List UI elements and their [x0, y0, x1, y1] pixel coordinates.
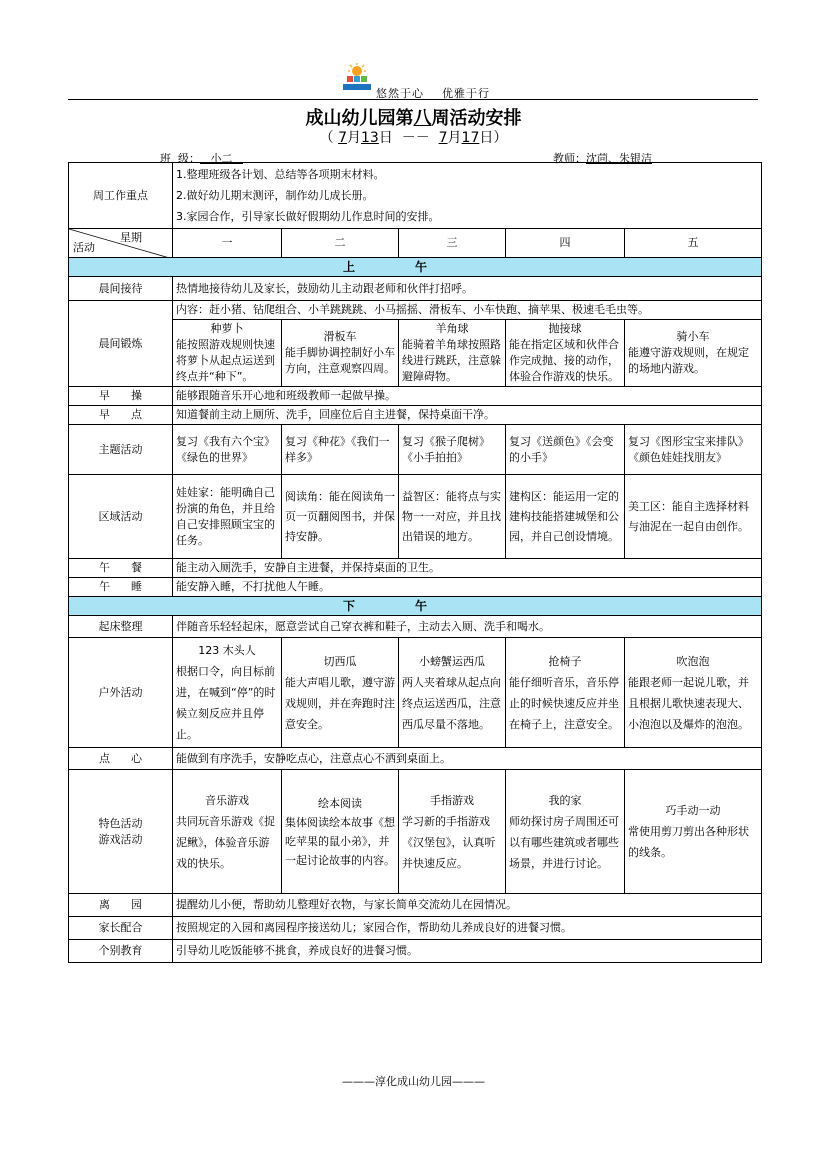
date-range: （ 7月13日 －－ 7月17日） [319, 130, 508, 146]
area-day: 阅读角：能在阅读角一页一页翻阅图书，并保持安静。 [282, 475, 399, 559]
outdoor-day: 小螃蟹运西瓜 两人夹着球从起点向终点运送西瓜，注意西瓜尽量不落地。 [399, 638, 506, 748]
teacher-info: 教师：沈茴、朱银洁 [553, 152, 652, 165]
snack-label: 点 心 [69, 748, 173, 770]
morning-exercise-row [69, 387, 762, 406]
individual-text: 引导幼儿吃饭能够不挑食，养成良好的进餐习惯。 [173, 940, 762, 963]
theme-day: 复习《种花》《我们一样多》 [282, 425, 399, 475]
special-day: 我的家 师幼探讨房子周围还可以有哪些建筑或者哪些场景，并进行讨论。 [506, 770, 625, 894]
morning-exercise-label: 早 操 [69, 387, 173, 406]
weekday-tue: 二 [282, 229, 399, 258]
exercise-days-row [69, 320, 762, 387]
breakfast-label: 早 点 [69, 406, 173, 425]
page-header [68, 62, 758, 102]
exercise-content-row [69, 301, 762, 320]
theme-day: 复习《猴子爬树》《小手拍拍》 [399, 425, 506, 475]
nap-label: 午 睡 [69, 578, 173, 597]
leave-text: 提醒幼儿小便，帮助幼儿整理好衣物，与家长简单交流幼儿在园情况。 [173, 894, 762, 917]
exercise-day: 骑小车 能遵守游戏规则，在规定的场地内游戏。 [625, 320, 762, 387]
weekday-corner-cell: 星期 活动 [69, 229, 173, 258]
page-footer: ———淳化成山幼儿园——— [342, 1075, 485, 1088]
afternoon-section-label: 下午 [69, 597, 762, 616]
nap-text: 能安静入睡，不打扰他人午睡。 [173, 578, 762, 597]
parents-text: 按照规定的入园和离园程序接送幼儿；家园合作，帮助幼儿养成良好的进餐习惯。 [173, 917, 762, 940]
special-day: 手指游戏 学习新的手指游戏《汉堡包》，认真听并快速反应。 [399, 770, 506, 894]
outdoor-day: 吹泡泡 能跟老师一起说儿歌，并且根据儿歌快速表现大、小泡泡以及爆炸的泡泡。 [625, 638, 762, 748]
area-day: 益智区：能将点与实物一一对应，并且找出错误的地方。 [399, 475, 506, 559]
reception-row [69, 277, 762, 301]
weekday-header-row [69, 229, 762, 258]
class-info: 班 级： 小二 [160, 152, 243, 165]
morning-section-row [69, 258, 762, 277]
special-label: 特色活动 游戏活动 [69, 770, 173, 894]
exercise-label: 晨间锻炼 [69, 301, 173, 387]
lunch-row [69, 559, 762, 578]
reception-text: 热情地接待幼儿及家长，鼓励幼儿主动跟老师和伙伴打招呼。 [173, 277, 762, 301]
theme-day: 复习《我有六个宝》《绿色的世界》 [173, 425, 282, 475]
wakeup-label: 起床整理 [69, 616, 173, 638]
morning-section-label: 上午 [69, 258, 762, 277]
exercise-day: 抛接球 能在指定区域和伙伴合作完成抛、接的动作，体验合作游戏的快乐。 [506, 320, 625, 387]
focus-content [173, 163, 762, 229]
focus-row [69, 163, 762, 229]
wakeup-text: 伴随音乐轻轻起床，愿意尝试自己穿衣裤和鞋子，主动去入厕、洗手和喝水。 [173, 616, 762, 638]
header-divider [68, 99, 758, 100]
exercise-content: 内容：赶小猪、钻爬组合、小羊跳跳跳、小马摇摇、滑板车、小车快跑、摘苹果、极速毛毛虫等。 [173, 301, 762, 320]
outdoor-day: 切西瓜 能大声唱儿歌，遵守游戏规则，并在奔跑时注意安全。 [282, 638, 399, 748]
outdoor-day: 抢椅子 能仔细听音乐，音乐停止的时候快速反应并坐在椅子上，注意安全。 [506, 638, 625, 748]
individual-row [69, 940, 762, 963]
morning-exercise-text: 能够跟随音乐开心地和班级教师一起做早操。 [173, 387, 762, 406]
outdoor-label: 户外活动 [69, 638, 173, 748]
wakeup-row [69, 616, 762, 638]
lunch-label: 午 餐 [69, 559, 173, 578]
theme-label: 主题活动 [69, 425, 173, 475]
slogan: 悠然于心 优雅于行 [376, 87, 490, 100]
week-number: 八 [413, 108, 432, 129]
weekday-wed: 三 [399, 229, 506, 258]
breakfast-text: 知道餐前主动上厕所、洗手，回座位后自主进餐，保持桌面干净。 [173, 406, 762, 425]
exercise-day: 滑板车 能手脚协调控制好小车方向，注意观察四周。 [282, 320, 399, 387]
kindergarten-logo-icon [340, 62, 374, 92]
focus-item: 2.做好幼儿期末测评，制作幼儿成长册。 [176, 189, 374, 202]
parents-label: 家长配合 [69, 917, 173, 940]
theme-row [69, 425, 762, 475]
area-day: 建构区：能运用一定的建构技能搭建城堡和公园，并自己创设情境。 [506, 475, 625, 559]
snack-row [69, 748, 762, 770]
reception-label: 晨间接待 [69, 277, 173, 301]
area-label: 区域活动 [69, 475, 173, 559]
parents-row [69, 917, 762, 940]
area-day: 娃娃家：能明确自己扮演的角色，并且给自己安排照顾宝宝的任务。 [173, 475, 282, 559]
page-title: 成山幼儿园第八周活动安排 [305, 108, 522, 129]
special-day: 绘本阅读 集体阅读绘本故事《想吃苹果的鼠小弟》，并一起讨论故事的内容。 [282, 770, 399, 894]
special-day: 音乐游戏 共同玩音乐游戏《捉泥鳅》，体验音乐游戏的快乐。 [173, 770, 282, 894]
breakfast-row [69, 406, 762, 425]
theme-day: 复习《图形宝宝来排队》《颜色娃娃找朋友》 [625, 425, 762, 475]
focus-label: 周工作重点 [69, 163, 173, 229]
weekday-mon: 一 [173, 229, 282, 258]
class-value: 小二 [200, 152, 243, 165]
exercise-day: 种萝卜 能按照游戏规则快速将萝卜从起点运送到终点并“种下”。 [173, 320, 282, 387]
special-day: 巧手动一动 常使用剪刀剪出各种形状的线条。 [625, 770, 762, 894]
focus-item: 3.家园合作，引导家长做好假期幼儿作息时间的安排。 [176, 210, 440, 223]
weekday-thu: 四 [506, 229, 625, 258]
lunch-text: 能主动入厕洗手，安静自主进餐，并保持桌面的卫生。 [173, 559, 762, 578]
outdoor-row [69, 638, 762, 748]
weekday-fri: 五 [625, 229, 762, 258]
outdoor-day: 123 木头人 根据口令，向目标前进，在喊到“停”的时候立刻反应并且停止。 [173, 638, 282, 748]
afternoon-section-row [69, 597, 762, 616]
area-day: 美工区：能自主选择材料与油泥在一起自由创作。 [625, 475, 762, 559]
snack-text: 能做到有序洗手，安静吃点心，注意点心不洒到桌面上。 [173, 748, 762, 770]
leave-label: 离 园 [69, 894, 173, 917]
teacher-value: 沈茴、朱银洁 [586, 152, 652, 165]
focus-item: 1.整理班级各计划、总结等各项期末材料。 [176, 168, 385, 181]
weekly-plan-table [68, 162, 762, 963]
individual-label: 个别教育 [69, 940, 173, 963]
special-row [69, 770, 762, 894]
nap-row [69, 578, 762, 597]
leave-row [69, 894, 762, 917]
exercise-day: 羊角球 能骑着羊角球按照路线进行跳跃，注意躲避障碍物。 [399, 320, 506, 387]
area-row [69, 475, 762, 559]
theme-day: 复习《送颜色》《会变的小手》 [506, 425, 625, 475]
